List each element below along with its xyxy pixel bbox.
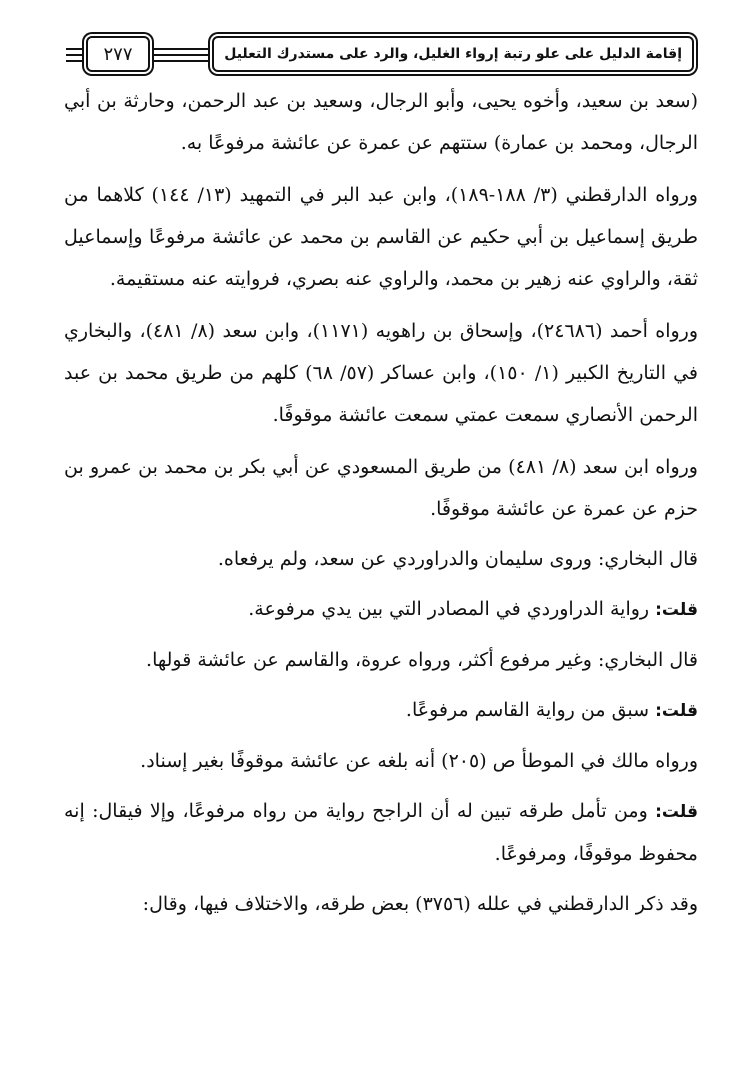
paragraph-10: [64, 790, 698, 875]
paragraph-text: ورواه أحمد (٢٤٦٨٦)، وإسحاق بن راهويه (١١٧١)، وابن سعد (٨/ ٤٨١)، والبخاري في التاريخ الكبير (١/ ١٥٠)، وابن عساكر (٥٧/ ٦٨) كلهم من طريق محمد بن عبد الرحمن الأنصاري سمعت عمتي سمعت عائشة موقوفًا.: [64, 320, 699, 426]
paragraph-11: [64, 883, 698, 925]
running-title: إقامة الدليل على علو رتبة إرواء الغليل، والرد على مستدرك التعليل: [212, 36, 694, 72]
paragraph-2: [64, 174, 698, 300]
body-text: [64, 80, 698, 933]
paragraph-text: وقد ذكر الدارقطني في علله (٣٧٥٦) بعض طرقه، والاختلاف فيها، وقال:: [142, 893, 698, 915]
paragraph-text: ورواه مالك في الموطأ ص (٢٠٥) أنه بلغه عن عائشة موقوفًا بغير إسناد.: [140, 750, 698, 772]
paragraph-3: [64, 310, 698, 436]
paragraph-text: ورواه الدارقطني (٣/ ١٨٨-١٨٩)، وابن عبد البر في التمهيد (١٣/ ١٤٤) كلاهما من طريق إسماعيل بن أبي حكيم عن القاسم بن محمد عن عائشة مرفوعًا وإسماعيل ثقة، والراوي عنه زهير بن محمد، والراوي عنه بصري، فروايته عنه مستقيمة.: [64, 184, 698, 290]
qult-label: قلت:: [655, 802, 698, 822]
paragraph-7: [64, 639, 698, 681]
running-header: [66, 34, 694, 74]
paragraph-text: قال البخاري: وروى سليمان والدراوردي عن سعد، ولم يرفعاه.: [217, 548, 698, 570]
paragraph-text: ورواه ابن سعد (٨/ ٤٨١) من طريق المسعودي عن أبي بكر بن محمد بن عمرو بن حزم عن عمرة عن عائشة موقوفًا.: [64, 456, 698, 520]
paragraph-1: [64, 80, 698, 164]
qult-label: قلت:: [655, 701, 698, 721]
paragraph-8: [64, 689, 698, 732]
paragraph-9: [64, 740, 698, 782]
paragraph-text: رواية الدراوردي في المصادر التي بين يدي مرفوعة.: [248, 598, 656, 620]
paragraph-6: [64, 588, 698, 631]
paragraph-4: [64, 446, 698, 530]
qult-label: قلت:: [655, 600, 698, 620]
paragraph-text: (سعد بن سعيد، وأخوه يحيى، وأبو الرجال، وسعيد بن عبد الرحمن، وحارثة بن أبي الرجال، ومحمد بن عمارة) ستتهم عن عمرة عن عائشة مرفوعًا به.: [64, 90, 698, 154]
paragraph-text: قال البخاري: وغير مرفوع أكثر، ورواه عروة، والقاسم عن عائشة قولها.: [146, 649, 698, 671]
paragraph-5: [64, 538, 698, 580]
paragraph-text: سبق من رواية القاسم مرفوعًا.: [405, 699, 656, 721]
page-number: ٢٧٧: [86, 36, 150, 72]
paragraph-text: ومن تأمل طرقه تبين له أن الراجح رواية من رواه مرفوعًا، وإلا فيقال: إنه محفوظ موقوفًا، ومرفوعًا.: [64, 800, 698, 865]
